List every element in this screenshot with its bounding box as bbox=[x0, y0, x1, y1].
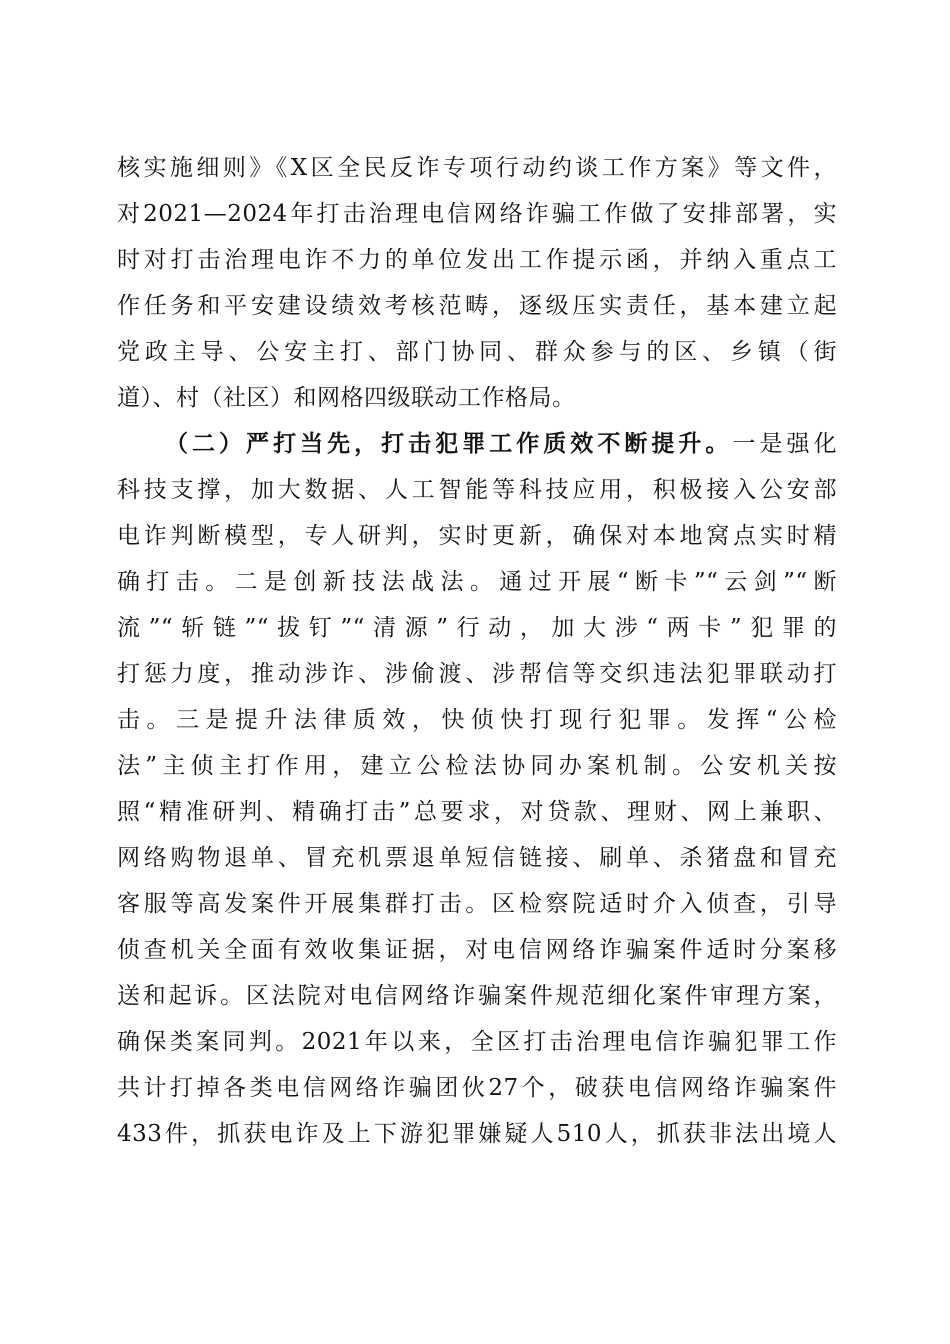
text-line: 作任务和平安建设绩效考核范畴，逐级压实责任，基本建立起 bbox=[117, 293, 837, 319]
text-line: 打惩力度，推动涉诈、涉偷渡、涉帮信等交织违法犯罪联动打 bbox=[117, 661, 837, 687]
text-line: 共计打掉各类电信网络诈骗团伙27个，破获电信网络诈骗案件 bbox=[117, 1075, 837, 1101]
text-line: 党政主导、公安主打、部门协同、群众参与的区、乡镇（街 bbox=[117, 339, 837, 365]
text-line: 法”主侦主打作用，建立公检法协同办案机制。公安机关按 bbox=[117, 753, 837, 779]
text-line: 照“精准研判、精确打击”总要求，对贷款、理财、网上兼职、 bbox=[117, 799, 837, 825]
text-line: 送和起诉。区法院对电信网络诈骗案件规范细化案件审理方案， bbox=[117, 983, 837, 1009]
text-line: 道）、村（社区）和网格四级联动工作格局。 bbox=[117, 385, 576, 411]
text-line: 击。三是提升法律质效，快侦快打现行犯罪。发挥“公检 bbox=[117, 707, 837, 733]
section-heading: （二）严打当先，打击犯罪工作质效不断提升。 bbox=[165, 430, 733, 457]
text-line: 电诈判断模型，专人研判，实时更新，确保对本地窝点实时精 bbox=[117, 523, 837, 549]
text-line: 客服等高发案件开展集群打击。区检察院适时介入侦查，引导 bbox=[117, 891, 837, 917]
text-fragment: 一是强化 bbox=[732, 431, 838, 457]
text-line: 对2021—2024年打击治理电信网络诈骗工作做了安排部署，实 bbox=[117, 201, 837, 227]
text-line: 流”“斩链”“拔钉”“清源”行动，加大涉“两卡”犯罪的 bbox=[117, 615, 837, 641]
text-line: 侦查机关全面有效收集证据，对电信网络诈骗案件适时分案移 bbox=[117, 937, 837, 963]
text-line: 确保类案同判。2021年以来，全区打击治理电信诈骗犯罪工作 bbox=[117, 1029, 837, 1055]
text-line: 网络购物退单、冒充机票退单短信链接、刷单、杀猪盘和冒充 bbox=[117, 845, 837, 871]
text-line: 时对打击治理电诈不力的单位发出工作提示函，并纳入重点工 bbox=[117, 247, 837, 273]
text-line: 433件，抓获电诈及上下游犯罪嫌疑人510人，抓获非法出境人 bbox=[117, 1121, 837, 1147]
section-first-line bbox=[117, 421, 837, 467]
text-line: 确打击。二是创新技法战法。通过开展“断卡”“云剑”“断 bbox=[117, 569, 837, 595]
text-line: 科技支撑，加大数据、人工智能等科技应用，积极接入公安部 bbox=[117, 477, 837, 503]
document-body bbox=[117, 145, 837, 1157]
text-line: 核实施细则》《X区全民反诈专项行动约谈工作方案》等文件， bbox=[117, 155, 837, 181]
